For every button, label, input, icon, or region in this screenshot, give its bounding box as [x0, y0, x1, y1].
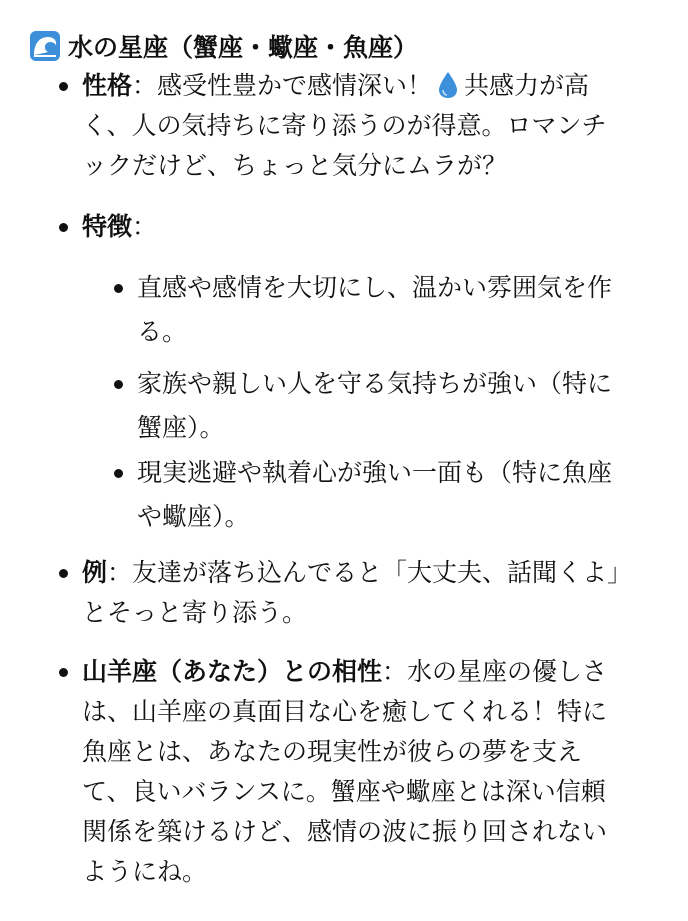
list-item-line: ックだけど、ちょっと気分にムラが？ — [82, 151, 508, 180]
item-text: ：感受性豊かで感情深い！ — [132, 71, 433, 100]
sub-list-item-line: 家族や親しい人を守る気持ちが強い（特に — [137, 369, 613, 398]
sub-list-item-line: や蠍座）。 — [137, 502, 250, 531]
sub-list-item-line: 直感や感情を大切にし、温かい雰囲気を作 — [137, 273, 613, 302]
list-item-line: 関係を築けるけど、感情の波に振り回されない — [82, 817, 608, 846]
droplet-icon — [436, 70, 460, 100]
item-text: ： — [132, 212, 158, 241]
bullet — [114, 380, 123, 389]
bullet — [114, 284, 123, 293]
item-label: 特徴 — [82, 212, 133, 241]
sub-list-item-line: 蟹座）。 — [137, 413, 225, 442]
sub-list-item-line: 現実逃避や執着心が強い一面も（特に魚座 — [137, 458, 613, 487]
sub-list-item — [137, 451, 657, 539]
item-label: 山羊座（あなた）との相性 — [82, 657, 383, 686]
bullet — [59, 668, 68, 677]
list-item-line — [82, 553, 662, 593]
bullet — [59, 569, 68, 578]
list-item-line: は、山羊座の真面目な心を癒してくれる！特に — [82, 697, 608, 726]
bullet — [114, 469, 123, 478]
list-item-line: く、人の気持ちに寄り添うのが得意。ロマンチ — [82, 111, 607, 140]
list-item-personality — [82, 66, 662, 186]
bullet — [59, 223, 68, 232]
list-item-line: とそっと寄り添う。 — [82, 598, 308, 627]
list-item-features — [82, 207, 662, 247]
list-item-line — [82, 66, 662, 106]
section-heading — [30, 26, 418, 66]
bullet — [59, 82, 68, 91]
list-item-line: 魚座とは、あなたの現実性が彼らの夢を支え — [82, 737, 583, 766]
section-heading-text: 水の星座（蟹座・蠍座・魚座） — [68, 33, 419, 62]
item-label: 性格 — [82, 71, 133, 100]
item-label: 例 — [82, 558, 108, 587]
item-text: 共感力が高 — [464, 71, 590, 100]
list-item-compatibility — [82, 652, 662, 892]
sub-list-item — [137, 266, 657, 354]
item-text: ：友達が落ち込んでると「大丈夫、話聞くよ」 — [107, 558, 633, 587]
list-item-line: て、良いバランスに。蟹座や蠍座とは深い信頼 — [82, 777, 606, 806]
list-item-line: ようにね。 — [82, 857, 208, 886]
sub-list-item — [137, 362, 657, 450]
list-item-example — [82, 553, 662, 633]
list-item-line — [82, 652, 662, 692]
item-text: ：水の星座の優しさ — [382, 657, 608, 686]
sub-list-item-line: る。 — [137, 317, 188, 346]
list-item-line — [82, 207, 662, 247]
wave-icon — [30, 31, 60, 61]
